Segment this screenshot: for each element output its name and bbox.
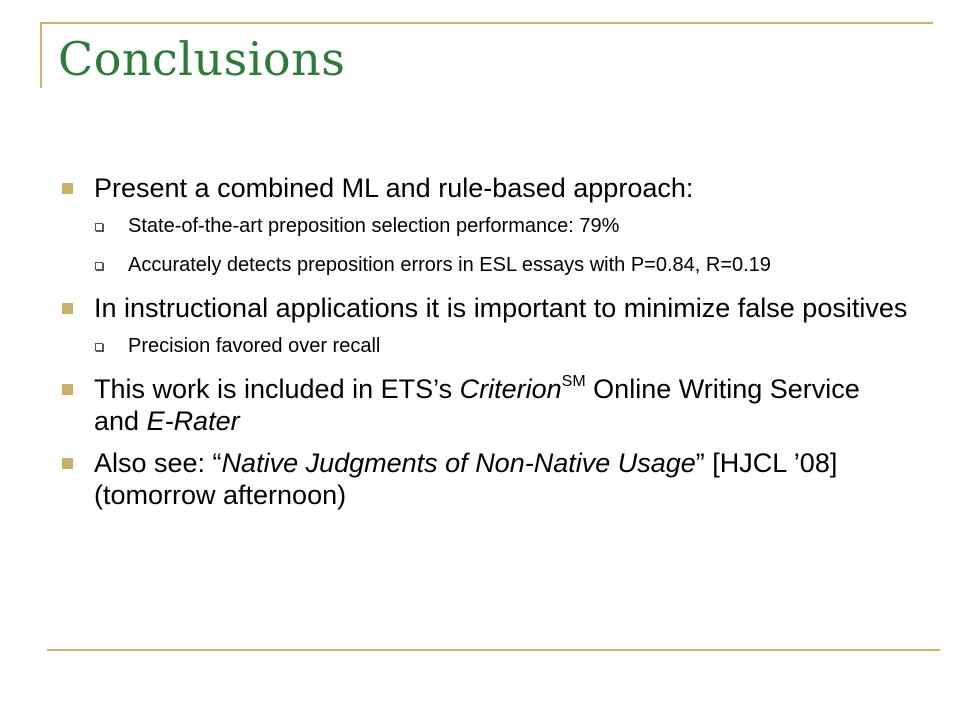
bullet-2 xyxy=(62,292,912,324)
sub-bullet-1-1 xyxy=(95,214,912,239)
paper-title: Native Judgments of Non-Native Usage xyxy=(221,448,696,478)
bullet-4-text-post: ” [HJCL ’08] (tomorrow afternoon) xyxy=(94,448,838,510)
slide-body xyxy=(62,172,912,521)
sub-bullet-2-1-text: Precision favored over recall xyxy=(128,335,381,357)
checkbox-bullet-icon xyxy=(95,262,103,270)
square-bullet-icon xyxy=(62,303,73,314)
bullet-4-text xyxy=(94,448,837,510)
bullet-4-text-pre: Also see: “ xyxy=(94,448,222,478)
bullet-3-text xyxy=(94,374,860,436)
bullet-3-text-mid: Online Writing Service and xyxy=(94,374,860,436)
criterion-name: Criterion xyxy=(459,374,562,404)
service-mark: SM xyxy=(561,373,586,390)
square-bullet-icon xyxy=(62,183,73,194)
sub-bullet-1-2 xyxy=(95,253,912,278)
bullet-1 xyxy=(62,172,912,204)
bullet-3-text-pre: This work is included in ETS’s xyxy=(94,374,460,404)
top-rule xyxy=(40,22,933,24)
sub-bullet-1-1-text: State-of-the-art preposition selection performance: 79% xyxy=(128,215,620,237)
square-bullet-icon xyxy=(62,458,73,469)
checkbox-bullet-icon xyxy=(95,223,103,231)
bullet-2-text: In instructional applications it is important to minimize false positives xyxy=(94,293,908,323)
sub-bullet-2-1 xyxy=(95,334,912,359)
bullet-3 xyxy=(62,373,912,437)
left-rule xyxy=(40,22,42,88)
bottom-rule xyxy=(47,649,940,651)
erater-name: E-Rater xyxy=(146,406,240,436)
sub-bullet-1-2-text: Accurately detects preposition errors in ESL essays with P=0.84, R=0.19 xyxy=(128,254,771,276)
checkbox-bullet-icon xyxy=(95,343,103,351)
bullet-1-text: Present a combined ML and rule-based approach: xyxy=(94,173,694,203)
slide-title: Conclusions xyxy=(58,32,346,86)
square-bullet-icon xyxy=(62,384,73,395)
bullet-4 xyxy=(62,447,912,511)
